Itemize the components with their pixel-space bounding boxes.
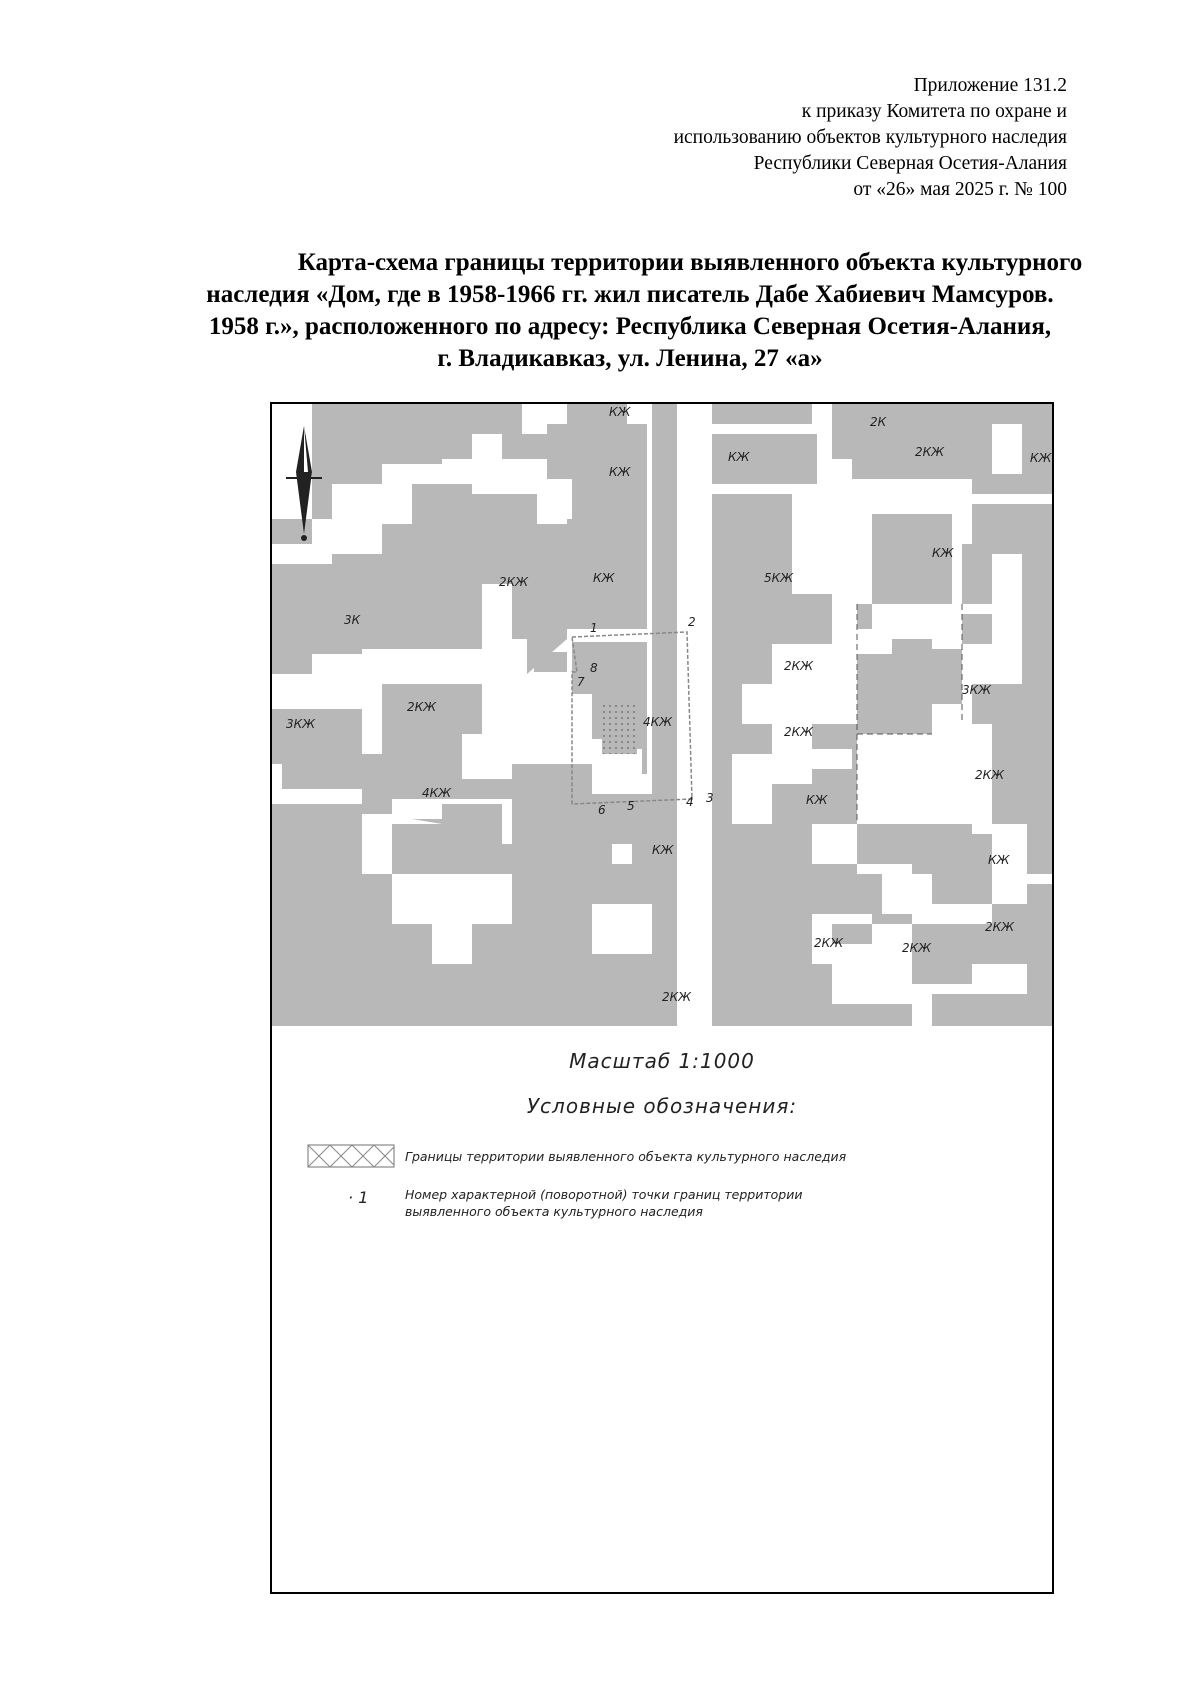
building-label: КЖ bbox=[609, 465, 631, 479]
building-label: КЖ bbox=[932, 546, 954, 560]
map-scale: Масштаб 1:1000 bbox=[569, 1049, 755, 1073]
title-line: наследия «Дом, где в 1958-1966 гг. жил писатель Дабе Хабиевич Мамсуров. bbox=[206, 281, 1054, 308]
header-line: от «26» мая 2025 г. № 100 bbox=[853, 179, 1067, 200]
building-label: 2КЖ bbox=[902, 941, 932, 955]
building bbox=[712, 404, 812, 424]
building-label: КЖ bbox=[609, 405, 631, 419]
building-label: КЖ bbox=[988, 853, 1010, 867]
object-yard bbox=[602, 704, 637, 754]
building-label: КЖ bbox=[728, 450, 750, 464]
building bbox=[932, 994, 1052, 1026]
legend-hatched-symbol bbox=[307, 1144, 395, 1173]
building-label: КЖ bbox=[652, 843, 674, 857]
header-line: использованию объектов культурного наследия bbox=[673, 127, 1067, 148]
document-header bbox=[674, 73, 1067, 203]
map-canvas bbox=[272, 404, 1052, 1026]
building bbox=[702, 434, 817, 484]
title-line: 1958 г.», расположенного по адресу: Республика Северная Осетия-Алания, bbox=[208, 313, 1052, 340]
building bbox=[712, 854, 772, 1026]
building-label: 2КЖ bbox=[499, 575, 529, 589]
building-label: 2К bbox=[870, 415, 887, 429]
legend-boundary-text: Границы территории выявленного объекта культурного наследия bbox=[405, 1149, 847, 1164]
boundary-point-3: 3 bbox=[706, 791, 714, 805]
legend-point-text-line: выявленного объекта культурного наследия bbox=[405, 1204, 703, 1219]
building-label: 2КЖ bbox=[784, 725, 814, 739]
title-line: Карта-схема границы территории выявленного объекта культурного bbox=[297, 249, 1083, 276]
header-line: Республики Северная Осетия-Алания bbox=[753, 153, 1067, 174]
header-line: Приложение 131.2 bbox=[913, 75, 1067, 96]
building-label: 4КЖ bbox=[643, 715, 673, 729]
building-label: 2КЖ bbox=[407, 700, 437, 714]
map-frame bbox=[270, 402, 1054, 1594]
legend-point-symbol bbox=[348, 1189, 368, 1206]
boundary-point-1: 1 bbox=[590, 621, 598, 635]
title-line: г. Владикавказ, ул. Ленина, 27 «а» bbox=[437, 345, 823, 372]
building-label: 3КЖ bbox=[286, 717, 316, 731]
building-label: КЖ bbox=[1030, 451, 1052, 465]
point-dot-icon: · bbox=[348, 1188, 354, 1207]
boundary-point-4: 4 bbox=[686, 795, 694, 809]
legend-point-label: 1 bbox=[358, 1188, 369, 1207]
building-label: 3КЖ bbox=[962, 683, 992, 697]
building-label: 2КЖ bbox=[814, 936, 844, 950]
cadastral-map bbox=[272, 404, 1052, 1026]
building-label: 2КЖ bbox=[985, 920, 1015, 934]
building-label: 4КЖ bbox=[422, 786, 452, 800]
legend-title: Условные обозначения: bbox=[526, 1094, 798, 1118]
legend-point-text bbox=[405, 1186, 802, 1220]
boundary-point-8: 8 bbox=[590, 661, 598, 675]
boundary-point-5: 5 bbox=[627, 799, 635, 813]
building-label: 2КЖ bbox=[784, 659, 814, 673]
hatch-border-icon bbox=[307, 1144, 395, 1168]
building-label: 2КЖ bbox=[975, 768, 1005, 782]
building-label: 2КЖ bbox=[662, 990, 692, 1004]
boundary-point-7: 7 bbox=[577, 675, 585, 689]
building bbox=[1027, 884, 1052, 994]
building-label: 2КЖ bbox=[915, 445, 945, 459]
building bbox=[272, 654, 312, 674]
building bbox=[962, 614, 992, 644]
building-label: КЖ bbox=[593, 571, 615, 585]
map-title bbox=[140, 247, 1120, 375]
building bbox=[272, 519, 312, 544]
building-label: КЖ bbox=[806, 793, 828, 807]
boundary-point-6: 6 bbox=[598, 803, 606, 817]
building bbox=[534, 652, 567, 672]
legend-point-text-line: Номер характерной (поворотной) точки границ территории bbox=[405, 1187, 803, 1202]
building-label: 5КЖ bbox=[764, 571, 794, 585]
boundary-point-2: 2 bbox=[688, 615, 696, 629]
building-label: 3К bbox=[344, 613, 361, 627]
header-line: к приказу Комитета по охране и bbox=[801, 101, 1067, 122]
